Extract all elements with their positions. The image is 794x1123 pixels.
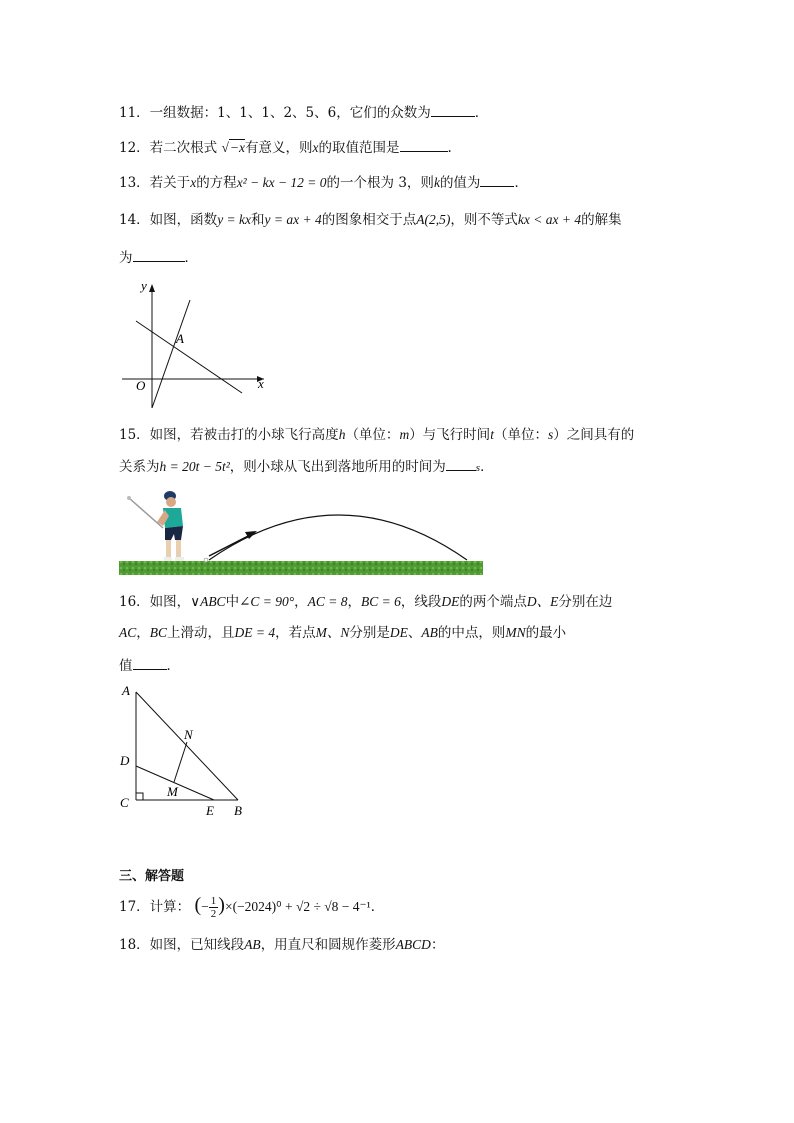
question-14: 14．如图，函数y = kx和y = ax + 4的图象相交于点A(2,5)，则不等式kx < ax + 4的解集 xyxy=(119,212,622,228)
y-axis-arrow-icon xyxy=(149,284,155,292)
segment-mn xyxy=(174,742,187,782)
label-a: A xyxy=(122,683,130,698)
radical-expression: √−x xyxy=(221,140,246,155)
equation: x² − kx − 12 = 0 xyxy=(236,175,327,190)
graph-linear-functions xyxy=(118,280,278,410)
q11-text: 11．一组数据：1、1、1、2、5、6，它们的众数为 xyxy=(119,105,431,121)
trajectory-arc xyxy=(209,515,467,560)
fraction-denominator: 2 xyxy=(210,908,217,921)
question-16: 16．如图，∨ABC中∠C = 90°，AC = 8，BC = 6，线段DE的两个端点D、E分别在边 xyxy=(119,594,613,610)
answer-blank xyxy=(480,172,514,187)
answer-blank xyxy=(133,655,167,670)
question-12: 12．若二次根式 √−x有意义，则x的取值范围是 . xyxy=(119,137,452,158)
golf-ball-icon xyxy=(204,558,208,562)
origin-label: O xyxy=(136,378,146,393)
question-18: 18．如图，已知线段AB，用直尺和圆规作菱形ABCD： xyxy=(119,937,445,953)
golfer-icon xyxy=(127,491,184,561)
question-14-line2: 为 ． xyxy=(119,247,198,268)
question-11: 11．一组数据：1、1、1、2、5、6，它们的众数为 ． xyxy=(119,102,488,123)
question-16-line3: 值 ． xyxy=(119,655,180,676)
question-13: 13．若关于x的方程x² − kx − 12 = 0的一个根为 3，则k的值为 ． xyxy=(119,172,528,193)
answer-blank xyxy=(133,247,185,262)
fraction-expression: (− $\frac{1}{2}$ ) xyxy=(194,894,225,921)
question-15-line2: 关系为h = 20t − 5t²，则小球从飞出到落地所用的时间为 s． xyxy=(119,456,494,478)
section-heading: 三、解答题 xyxy=(119,869,185,884)
side-ab xyxy=(136,692,238,800)
answer-blank xyxy=(400,137,448,152)
label-d: D xyxy=(120,753,130,768)
answer-blank xyxy=(446,456,476,471)
question-16-line2: AC，BC上滑动，且DE = 4，若点M、N分别是DE、AB的中点，则MN的最小 xyxy=(119,625,567,641)
golf-ball-trajectory-figure xyxy=(119,488,483,576)
label-m: M xyxy=(167,784,178,799)
label-e: E xyxy=(206,803,214,818)
x-axis-label: x xyxy=(258,376,264,391)
question-17: 17．计算： (− $\frac{1}{2}$ )×(−2024)⁰ + √2 ÷ √8 − 4⁻¹． xyxy=(119,894,385,921)
direction-arrow xyxy=(209,534,252,556)
label-n: N xyxy=(184,727,193,742)
question-15: 15．如图，若被击打的小球飞行高度h（单位：m）与飞行时间t（单位：s）之间具有的 xyxy=(119,427,635,443)
right-angle-mark xyxy=(136,793,143,800)
triangle-figure xyxy=(116,682,256,820)
label-c: C xyxy=(120,795,129,810)
y-axis-label: y xyxy=(141,280,147,293)
fraction-numerator: 1 xyxy=(210,895,217,908)
expression-rest: ×(−2024)⁰ + √2 ÷ √8 − 4⁻¹ xyxy=(224,899,371,915)
point-a-label: A xyxy=(176,331,184,346)
label-b: B xyxy=(234,803,242,818)
answer-blank xyxy=(431,102,475,117)
grass-ground xyxy=(119,561,483,575)
